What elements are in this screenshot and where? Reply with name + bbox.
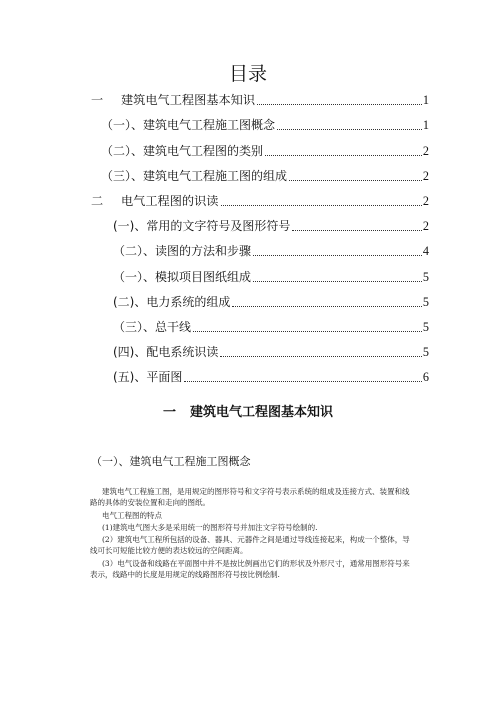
toc-leader-dots — [277, 128, 422, 130]
toc-entry[interactable] — [101, 141, 429, 159]
toc-entry[interactable] — [113, 367, 429, 385]
toc-entry-label: （一）、模拟项目图纸组成 — [113, 270, 252, 284]
toc-entry[interactable] — [101, 115, 429, 133]
toc-page-number: 2 — [422, 194, 429, 208]
toc-entry-label: (二)、电力系统的组成 — [113, 295, 231, 309]
body-point: (3）电气设备和线路在平面图中并不是按比例画出它们的形状及外形尺寸，通常用图形符号来表示，线路中的长度是用规定的线路图形符号按比例绘制. — [90, 559, 410, 579]
toc-entry-label: 二 电气工程图的识读 — [91, 194, 219, 208]
toc-leader-dots — [221, 204, 422, 206]
toc-leader-dots — [193, 330, 422, 332]
toc-page-number: 2 — [422, 144, 429, 158]
toc-page-number: 5 — [422, 270, 429, 284]
toc-entry-label: （三）、总干线 — [113, 320, 192, 334]
toc-entry[interactable] — [101, 166, 429, 184]
toc-entry-label: 一 建筑电气工程图基本知识 — [91, 93, 256, 107]
toc-page-number: 5 — [422, 295, 429, 309]
toc-entry[interactable] — [113, 241, 429, 259]
toc-entry-label: (四)、配电系统识读 — [113, 345, 219, 359]
toc-entry[interactable] — [113, 267, 429, 285]
toc-entry-label: （三）、建筑电气工程施工图的组成 — [101, 169, 288, 183]
toc-leader-dots — [253, 280, 422, 282]
toc-entry[interactable] — [113, 342, 429, 360]
body-paragraph: 建筑电气工程施工图，是用规定的图形符号和文字符号表示系统的组成及连接方式、装置和线路的具体的安装位置和走向的图纸。 — [90, 487, 410, 507]
toc-page-number: 5 — [422, 345, 429, 359]
toc-entry-label: （二）、建筑电气工程图的类别 — [101, 144, 264, 158]
body-point: (1)建筑电气图大多是采用统一的图形符号并加注文字符号绘制的. — [102, 523, 318, 532]
toc-page-number: 6 — [422, 370, 429, 384]
section-title: 建筑电气工程图基本知识 — [190, 405, 334, 420]
toc-leader-dots — [184, 380, 422, 382]
toc-page-number: 4 — [422, 244, 429, 258]
toc-page-number: 2 — [422, 169, 429, 183]
body-point: (2）建筑电气工程所包括的设备、器具、元器件之间是通过导线连接起来，构成一个整体，导线可长可短能比较方便的表达较远的空间距离。 — [90, 535, 410, 555]
toc-leader-dots — [292, 229, 422, 231]
toc-page-number: 1 — [422, 93, 429, 107]
toc-leader-dots — [289, 179, 422, 181]
toc-page-number: 1 — [422, 118, 429, 132]
toc-page-number: 2 — [422, 219, 429, 233]
toc-leader-dots — [253, 254, 422, 256]
toc-entry-label: （一）、建筑电气工程施工图概念 — [101, 118, 276, 132]
toc-entry[interactable] — [113, 292, 429, 310]
toc-entry-label: (五)、平面图 — [113, 370, 183, 384]
section-number: 一 — [162, 405, 176, 420]
toc-entry-label: (一)、常用的文字符号及图形符号 — [113, 219, 291, 233]
toc-title: 目录 — [228, 63, 267, 85]
subsection-heading: （一）、建筑电气工程施工图概念 — [91, 455, 251, 468]
toc-leader-dots — [220, 355, 422, 357]
toc-leader-dots — [232, 305, 422, 307]
toc-entry[interactable] — [113, 317, 429, 335]
toc-leader-dots — [257, 103, 422, 105]
toc-leader-dots — [265, 154, 422, 156]
toc-entry[interactable] — [91, 90, 429, 108]
toc-entry[interactable] — [113, 216, 429, 234]
toc-entry-label: （二）、读图的方法和步骤 — [113, 244, 252, 258]
features-heading: 电气工程图的特点 — [102, 511, 162, 520]
toc-page-number: 5 — [422, 320, 429, 334]
toc-entry[interactable] — [91, 191, 429, 209]
section-heading — [0, 404, 496, 422]
